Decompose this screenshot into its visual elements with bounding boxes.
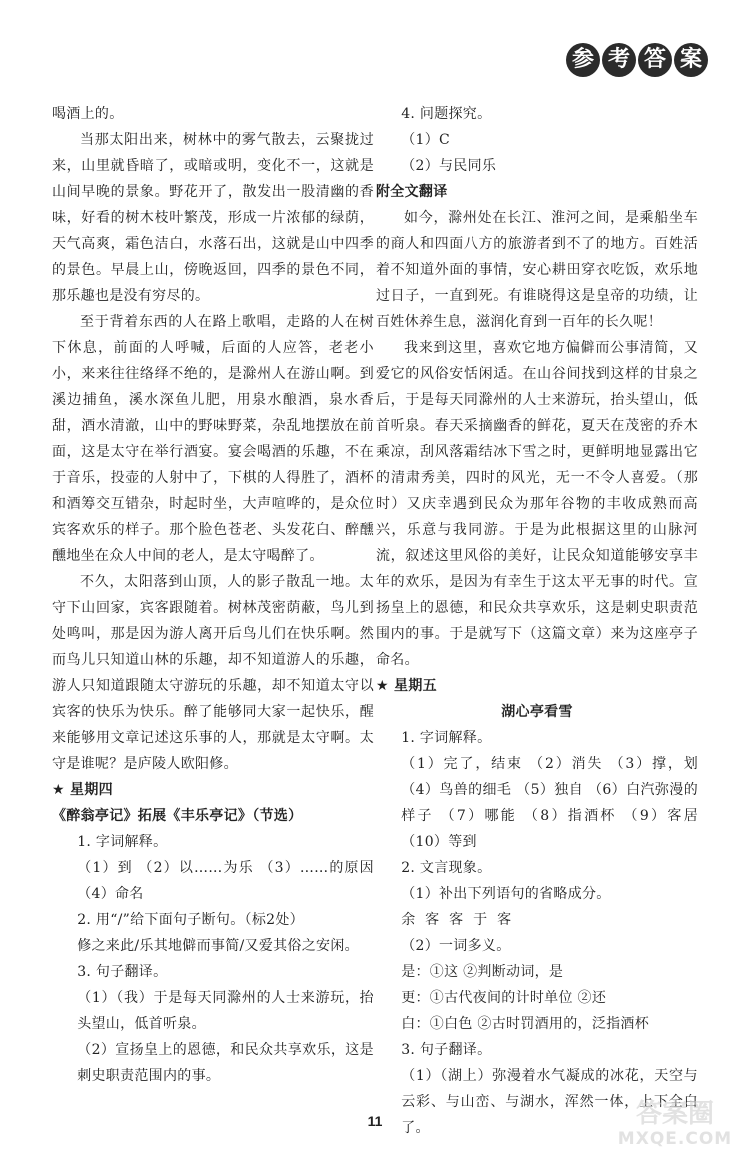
answer-line: （1）到 （2）以……为乐 （3）……的原因 （4）命名 xyxy=(77,860,374,902)
badge-char: 参 xyxy=(566,43,600,77)
watermark-url: MXQE.COM xyxy=(617,1129,733,1149)
answer-line: 4. 问题探究。 xyxy=(401,106,492,122)
answer-line: 修之来此/乐其地僻而事简/又爱其俗之安闲。 xyxy=(77,938,359,954)
answer-line: 余客客于客 xyxy=(401,912,522,928)
answer-line: （1）（我）于是每天同滁州的人士来游玩，抬头望山，低首听泉。 xyxy=(77,990,374,1032)
watermark-title: 答案圈 xyxy=(635,1099,714,1129)
answer-line: 1. 字词解释。 xyxy=(401,730,492,746)
badge-char: 案 xyxy=(674,43,708,77)
paragraph: 至于背着东西的人在路上歌唱，走路的人在树下休息，前面的人呼喊，后面的人应答，老老小小，来来往往络绎不绝的，是滁州人在游山啊。到溪边捕鱼，溪水深鱼儿肥，用泉水酿酒，泉水香甜，酒水清澈，山中的野味野菜，杂乱地摆放在前面，这是太守在举行酒宴。宴会喝酒的乐趣，不在于音乐，投壶的人射中了，下棋的人得胜了，酒杯和酒筹交互错杂，时起时坐，大声喧哗的，是众位宾客欢乐的样子。那个脸色苍老、头发花白、醉醺醺地坐在众人中间的老人，是太守喝醉了。 xyxy=(52,314,374,564)
paragraph: 喝酒上的。 xyxy=(52,106,124,122)
answer-line: 3. 句子翻译。 xyxy=(77,964,168,980)
watermark-logo xyxy=(610,1100,740,1158)
right-column xyxy=(376,101,698,1141)
answer-line: （1）补出下列语句的省略成分。 xyxy=(401,886,611,902)
answer-line: 白：①白色 ②古时罚酒用的，泛指酒杯 xyxy=(401,1016,650,1032)
section-heading: ★ 星期四 xyxy=(52,782,113,798)
answer-line: （1）C xyxy=(401,132,451,148)
paragraph: 不久，太阳落到山顶，人的影子散乱一地。太守下山回家，宾客跟随着。树林茂密荫蔽，鸟儿到处鸣叫，那是因为游人离开后鸟儿们在快乐啊。然而鸟儿只知道山林的乐趣，却不知道游人的乐趣，游人只知道跟随太守游玩的乐趣，却不知道太守以宾客的快乐为快乐。醉了能够同大家一起快乐，醒来能够用文章记述这乐事的人，那就是太守啊。太守是谁呢？是庐陵人欧阳修。 xyxy=(52,574,374,772)
answer-line: （2）与民同乐 xyxy=(401,158,497,174)
section-heading: 《醉翁亭记》拓展《丰乐亭记》（节选） xyxy=(52,808,303,824)
article-title: 湖心亭看雪 xyxy=(501,704,573,720)
answer-line: 更：①古代夜间的计时单位 ②还 xyxy=(401,990,607,1006)
badge-char: 答 xyxy=(638,43,672,77)
section-heading: 附全文翻译 xyxy=(376,184,448,200)
answer-line: （2）宣扬皇上的恩德，和民众共享欢乐，这是刺史职责范围内的事。 xyxy=(77,1042,374,1084)
badge-char: 考 xyxy=(602,43,636,77)
left-column xyxy=(52,101,374,1089)
answer-line: 2. 文言现象。 xyxy=(401,860,492,876)
answer-line: 1. 字词解释。 xyxy=(77,834,168,850)
answer-line: 3. 句子翻译。 xyxy=(401,1042,492,1058)
page-number: 11 xyxy=(367,1113,383,1129)
answer-line: 是：①这 ②判断动词，是 xyxy=(401,964,564,980)
paragraph: 当那太阳出来，树林中的雾气散去，云聚拢过来，山里就昏暗了，或暗或明，变化不一，这就是山间早晚的景象。野花开了，散发出一股清幽的香味，好看的树木枝叶繁茂，形成一片浓郁的绿荫，天气高爽，霜色洁白，水落石出，这就是山中四季的景色。早晨上山，傍晚返回，四季的景色不同，那乐趣也是没有穷尽的。 xyxy=(52,132,374,304)
section-heading: ★ 星期五 xyxy=(376,678,437,694)
paragraph: 我来到这里，喜欢它地方偏僻而公事清简，又爱它的风俗安恬闲适。在山谷间找到这样的甘泉之后，于是每天同滁州的人士来游玩，抬头望山，低首听泉。春天采摘幽香的鲜花，夏天在茂密的乔木乘凉，刮风落霜结冰下雪之时，更鲜明地显露出它的清肃秀美，四时的风光，无一不令人喜爱。（那时）又庆幸遇到民众为那年谷物的丰收成熟而高兴，乐意与我同游。于是为此根据这里的山脉河流，叙述这里风俗的美好，让民众知道能够安享丰年的欢乐，是因为有幸生于这太平无事的时代。宣扬皇上的恩德，和民众共享欢乐，这是刺史职责范围内的事。于是就写下（这篇文章）来为这座亭子命名。 xyxy=(376,340,698,668)
answer-line: （1）完了，结束 （2）消失 （3）撑，划 （4）鸟兽的细毛 （5）独自 （6）白汽弥漫的样子 （7）哪能 （8）指酒杯 （9）客居 （10）等到 xyxy=(401,756,698,850)
answer-key-badge xyxy=(566,43,708,79)
answer-line: 2. 用“/”给下面句子断句。（标2处） xyxy=(77,912,304,928)
answer-line: （1）（湖上）弥漫着水气凝成的冰花，天空与云彩、与山峦、与湖水，浑然一体，上下全白了。 xyxy=(401,1068,698,1136)
answer-line: （2）一词多义。 xyxy=(401,938,511,954)
paragraph: 如今，滁州处在长江、淮河之间，是乘船坐车的商人和四面八方的旅游者到不了的地方。百姓活着不知道外面的事情，安心耕田穿衣吃饭，欢乐地过日子，一直到死。有谁晓得这是皇帝的功绩，让百姓休养生息，滋润化育到一百年的长久呢！ xyxy=(376,210,698,330)
